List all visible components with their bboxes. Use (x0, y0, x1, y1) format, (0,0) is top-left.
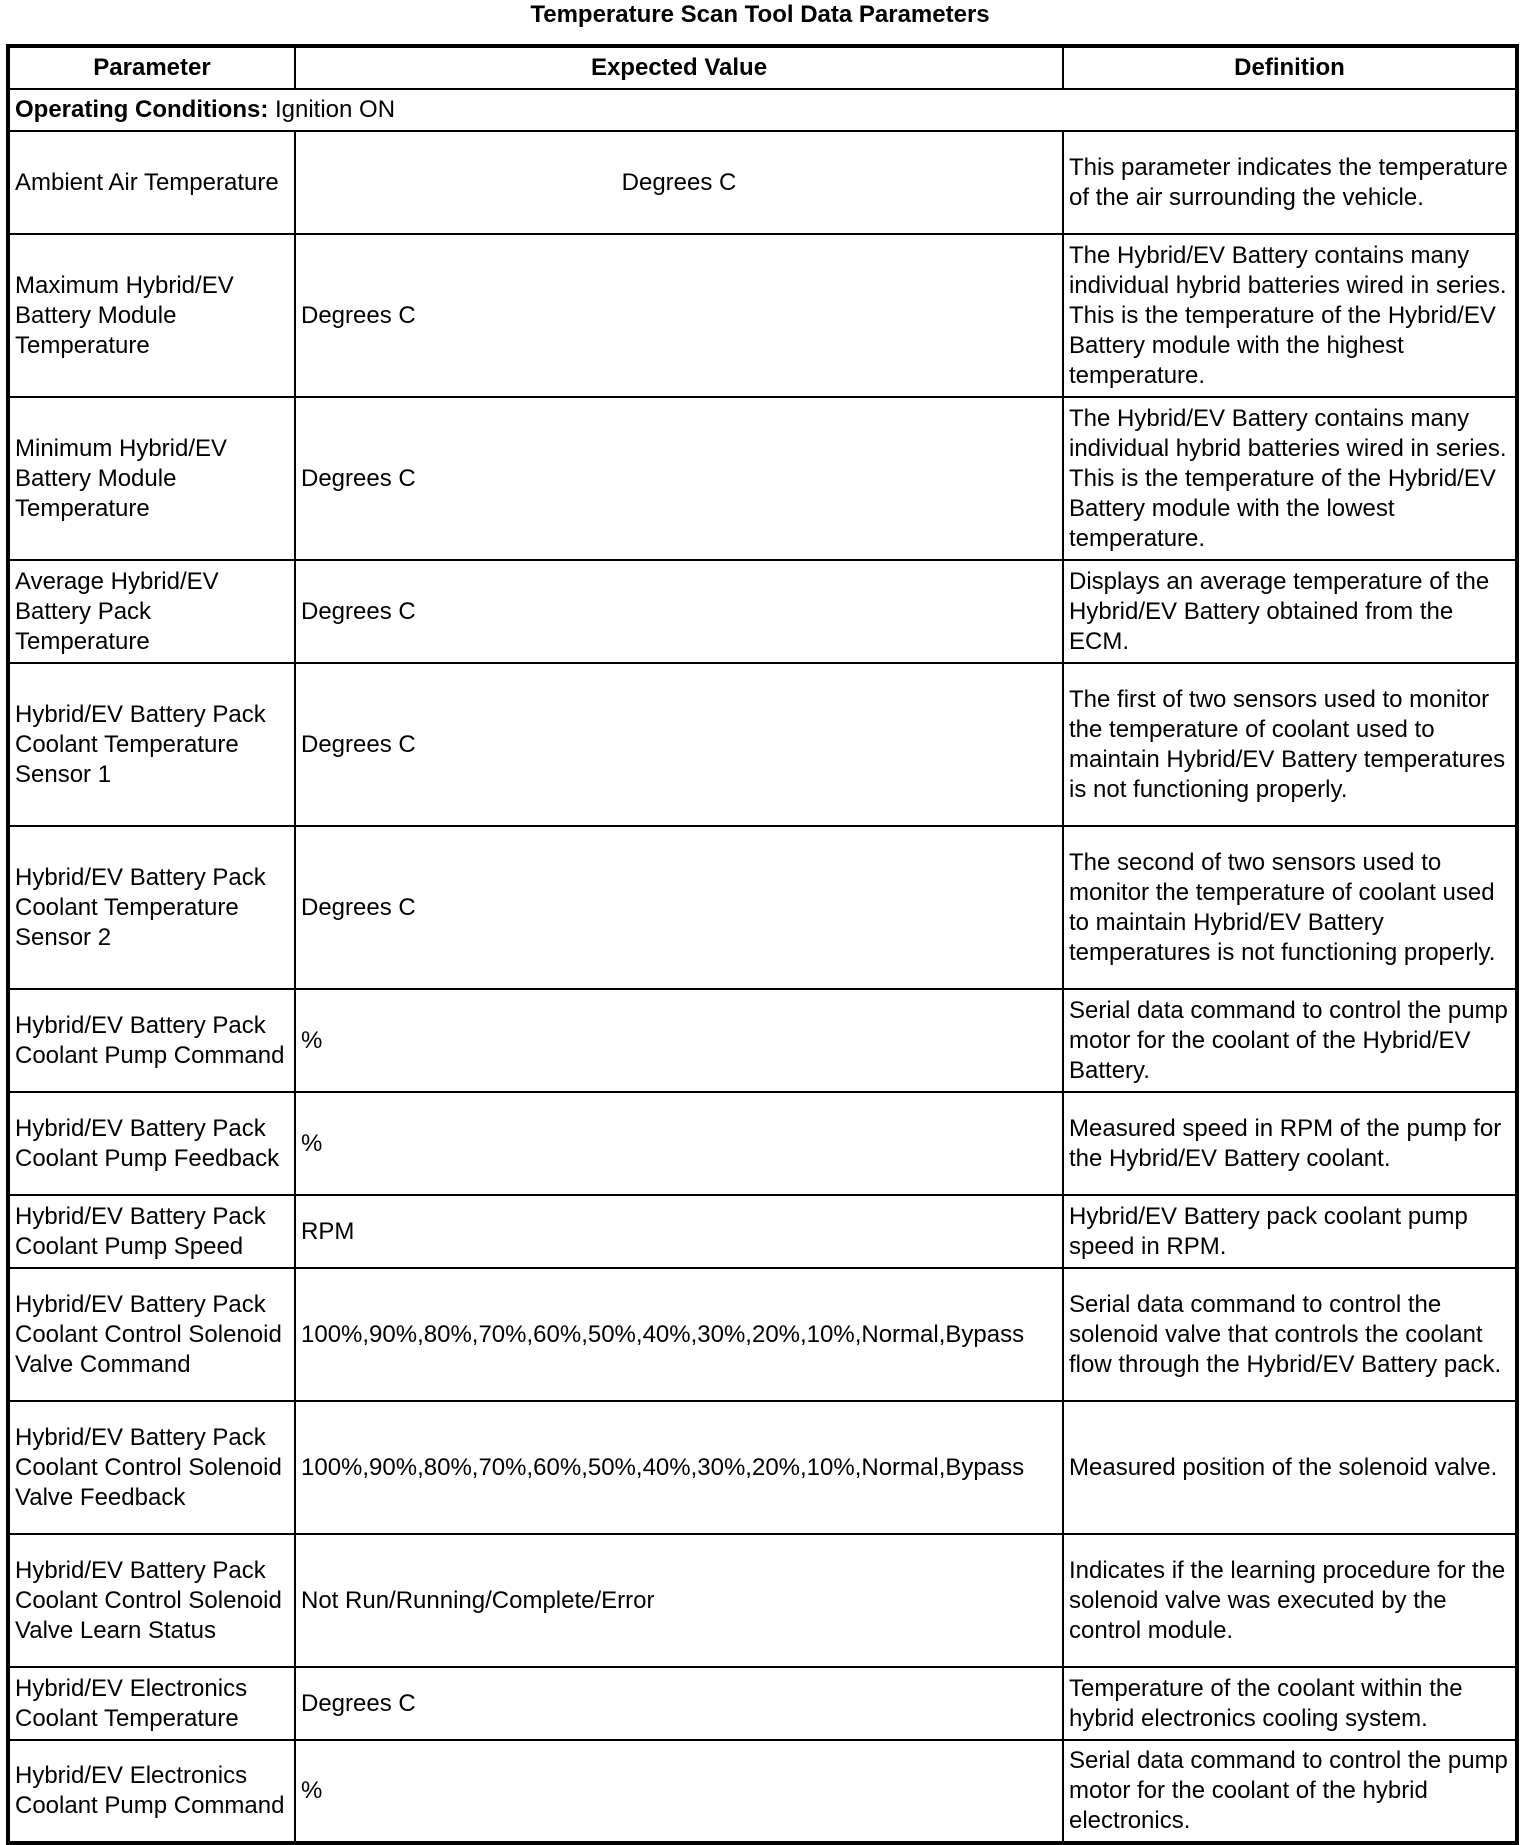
header-row (8, 46, 1517, 89)
expected-value-cell: 100%,90%,80%,70%,60%,50%,40%,30%,20%,10%,Normal,Bypass (295, 1268, 1063, 1401)
table-row (8, 131, 1517, 234)
expected-value-cell: Not Run/Running/Complete/Error (295, 1534, 1063, 1667)
definition-cell: Hybrid/EV Battery pack coolant pump speed in RPM. (1063, 1195, 1517, 1268)
operating-conditions-cell (8, 89, 1517, 131)
expected-value-cell: Degrees C (295, 131, 1063, 234)
expected-value-cell: Degrees C (295, 663, 1063, 826)
parameter-cell: Hybrid/EV Battery Pack Coolant Control Solenoid Valve Feedback (8, 1401, 295, 1534)
table-row (8, 234, 1517, 397)
document-title: Temperature Scan Tool Data Parameters (530, 1, 990, 28)
expected-value-cell: Degrees C (295, 1667, 1063, 1740)
definition-cell: This parameter indicates the temperature of the air surrounding the vehicle. (1063, 131, 1517, 234)
parameter-cell: Minimum Hybrid/EV Battery Module Temperature (8, 397, 295, 560)
expected-value-cell: 100%,90%,80%,70%,60%,50%,40%,30%,20%,10%,Normal,Bypass (295, 1401, 1063, 1534)
parameters-table (6, 44, 1519, 1845)
definition-cell: Indicates if the learning procedure for the solenoid valve was executed by the control module. (1063, 1534, 1517, 1667)
definition-cell: Serial data command to control the solenoid valve that controls the coolant flow through the Hybrid/EV Battery pack. (1063, 1268, 1517, 1401)
definition-cell: The first of two sensors used to monitor the temperature of coolant used to maintain Hybrid/EV Battery temperatures is not functioning properly. (1063, 663, 1517, 826)
table-row (8, 1740, 1517, 1843)
expected-value-cell: Degrees C (295, 397, 1063, 560)
expected-value-cell: Degrees C (295, 560, 1063, 663)
definition-cell: Measured position of the solenoid valve. (1063, 1401, 1517, 1534)
operating-conditions-label: Operating Conditions: (15, 96, 269, 123)
parameter-cell: Hybrid/EV Battery Pack Coolant Temperature Sensor 1 (8, 663, 295, 826)
definition-cell: The Hybrid/EV Battery contains many individual hybrid batteries wired in series. This is the temperature of the Hybrid/EV Battery module with the highest temperature. (1063, 234, 1517, 397)
parameter-cell: Hybrid/EV Battery Pack Coolant Pump Speed (8, 1195, 295, 1268)
parameter-cell: Hybrid/EV Battery Pack Coolant Control Solenoid Valve Learn Status (8, 1534, 295, 1667)
table-row (8, 1268, 1517, 1401)
parameter-cell: Hybrid/EV Battery Pack Coolant Pump Command (8, 989, 295, 1092)
table-row (8, 560, 1517, 663)
table-row (8, 1195, 1517, 1268)
parameter-cell: Hybrid/EV Electronics Coolant Temperature (8, 1667, 295, 1740)
table-row (8, 989, 1517, 1092)
operating-conditions-row (8, 89, 1517, 131)
table-row (8, 1401, 1517, 1534)
operating-conditions-value: Ignition ON (274, 96, 396, 123)
definition-cell: The Hybrid/EV Battery contains many individual hybrid batteries wired in series. This is the temperature of the Hybrid/EV Battery module with the lowest temperature. (1063, 397, 1517, 560)
definition-cell: Serial data command to control the pump motor for the coolant of the hybrid electronics. (1063, 1740, 1517, 1843)
definition-cell: The second of two sensors used to monitor the temperature of coolant used to maintain Hybrid/EV Battery temperatures is not functioning properly. (1063, 826, 1517, 989)
table-row (8, 397, 1517, 560)
header-expected-value: Expected Value (295, 46, 1063, 89)
parameter-cell: Hybrid/EV Battery Pack Coolant Temperature Sensor 2 (8, 826, 295, 989)
expected-value-cell: RPM (295, 1195, 1063, 1268)
definition-cell: Displays an average temperature of the Hybrid/EV Battery obtained from the ECM. (1063, 560, 1517, 663)
expected-value-cell: % (295, 1740, 1063, 1843)
parameter-cell: Hybrid/EV Battery Pack Coolant Pump Feedback (8, 1092, 295, 1195)
table-row (8, 1092, 1517, 1195)
header-parameter: Parameter (8, 46, 295, 89)
table-row (8, 663, 1517, 826)
table-row (8, 1534, 1517, 1667)
parameter-cell: Hybrid/EV Electronics Coolant Pump Command (8, 1740, 295, 1843)
expected-value-cell: Degrees C (295, 826, 1063, 989)
expected-value-cell: % (295, 989, 1063, 1092)
table-row (8, 1667, 1517, 1740)
parameter-cell: Maximum Hybrid/EV Battery Module Temperature (8, 234, 295, 397)
header-definition: Definition (1063, 46, 1517, 89)
parameter-cell: Ambient Air Temperature (8, 131, 295, 234)
expected-value-cell: Degrees C (295, 234, 1063, 397)
definition-cell: Temperature of the coolant within the hybrid electronics cooling system. (1063, 1667, 1517, 1740)
table-row (8, 826, 1517, 989)
definition-cell: Serial data command to control the pump motor for the coolant of the Hybrid/EV Battery. (1063, 989, 1517, 1092)
definition-cell: Measured speed in RPM of the pump for the Hybrid/EV Battery coolant. (1063, 1092, 1517, 1195)
parameter-cell: Average Hybrid/EV Battery Pack Temperature (8, 560, 295, 663)
parameter-cell: Hybrid/EV Battery Pack Coolant Control Solenoid Valve Command (8, 1268, 295, 1401)
expected-value-cell: % (295, 1092, 1063, 1195)
